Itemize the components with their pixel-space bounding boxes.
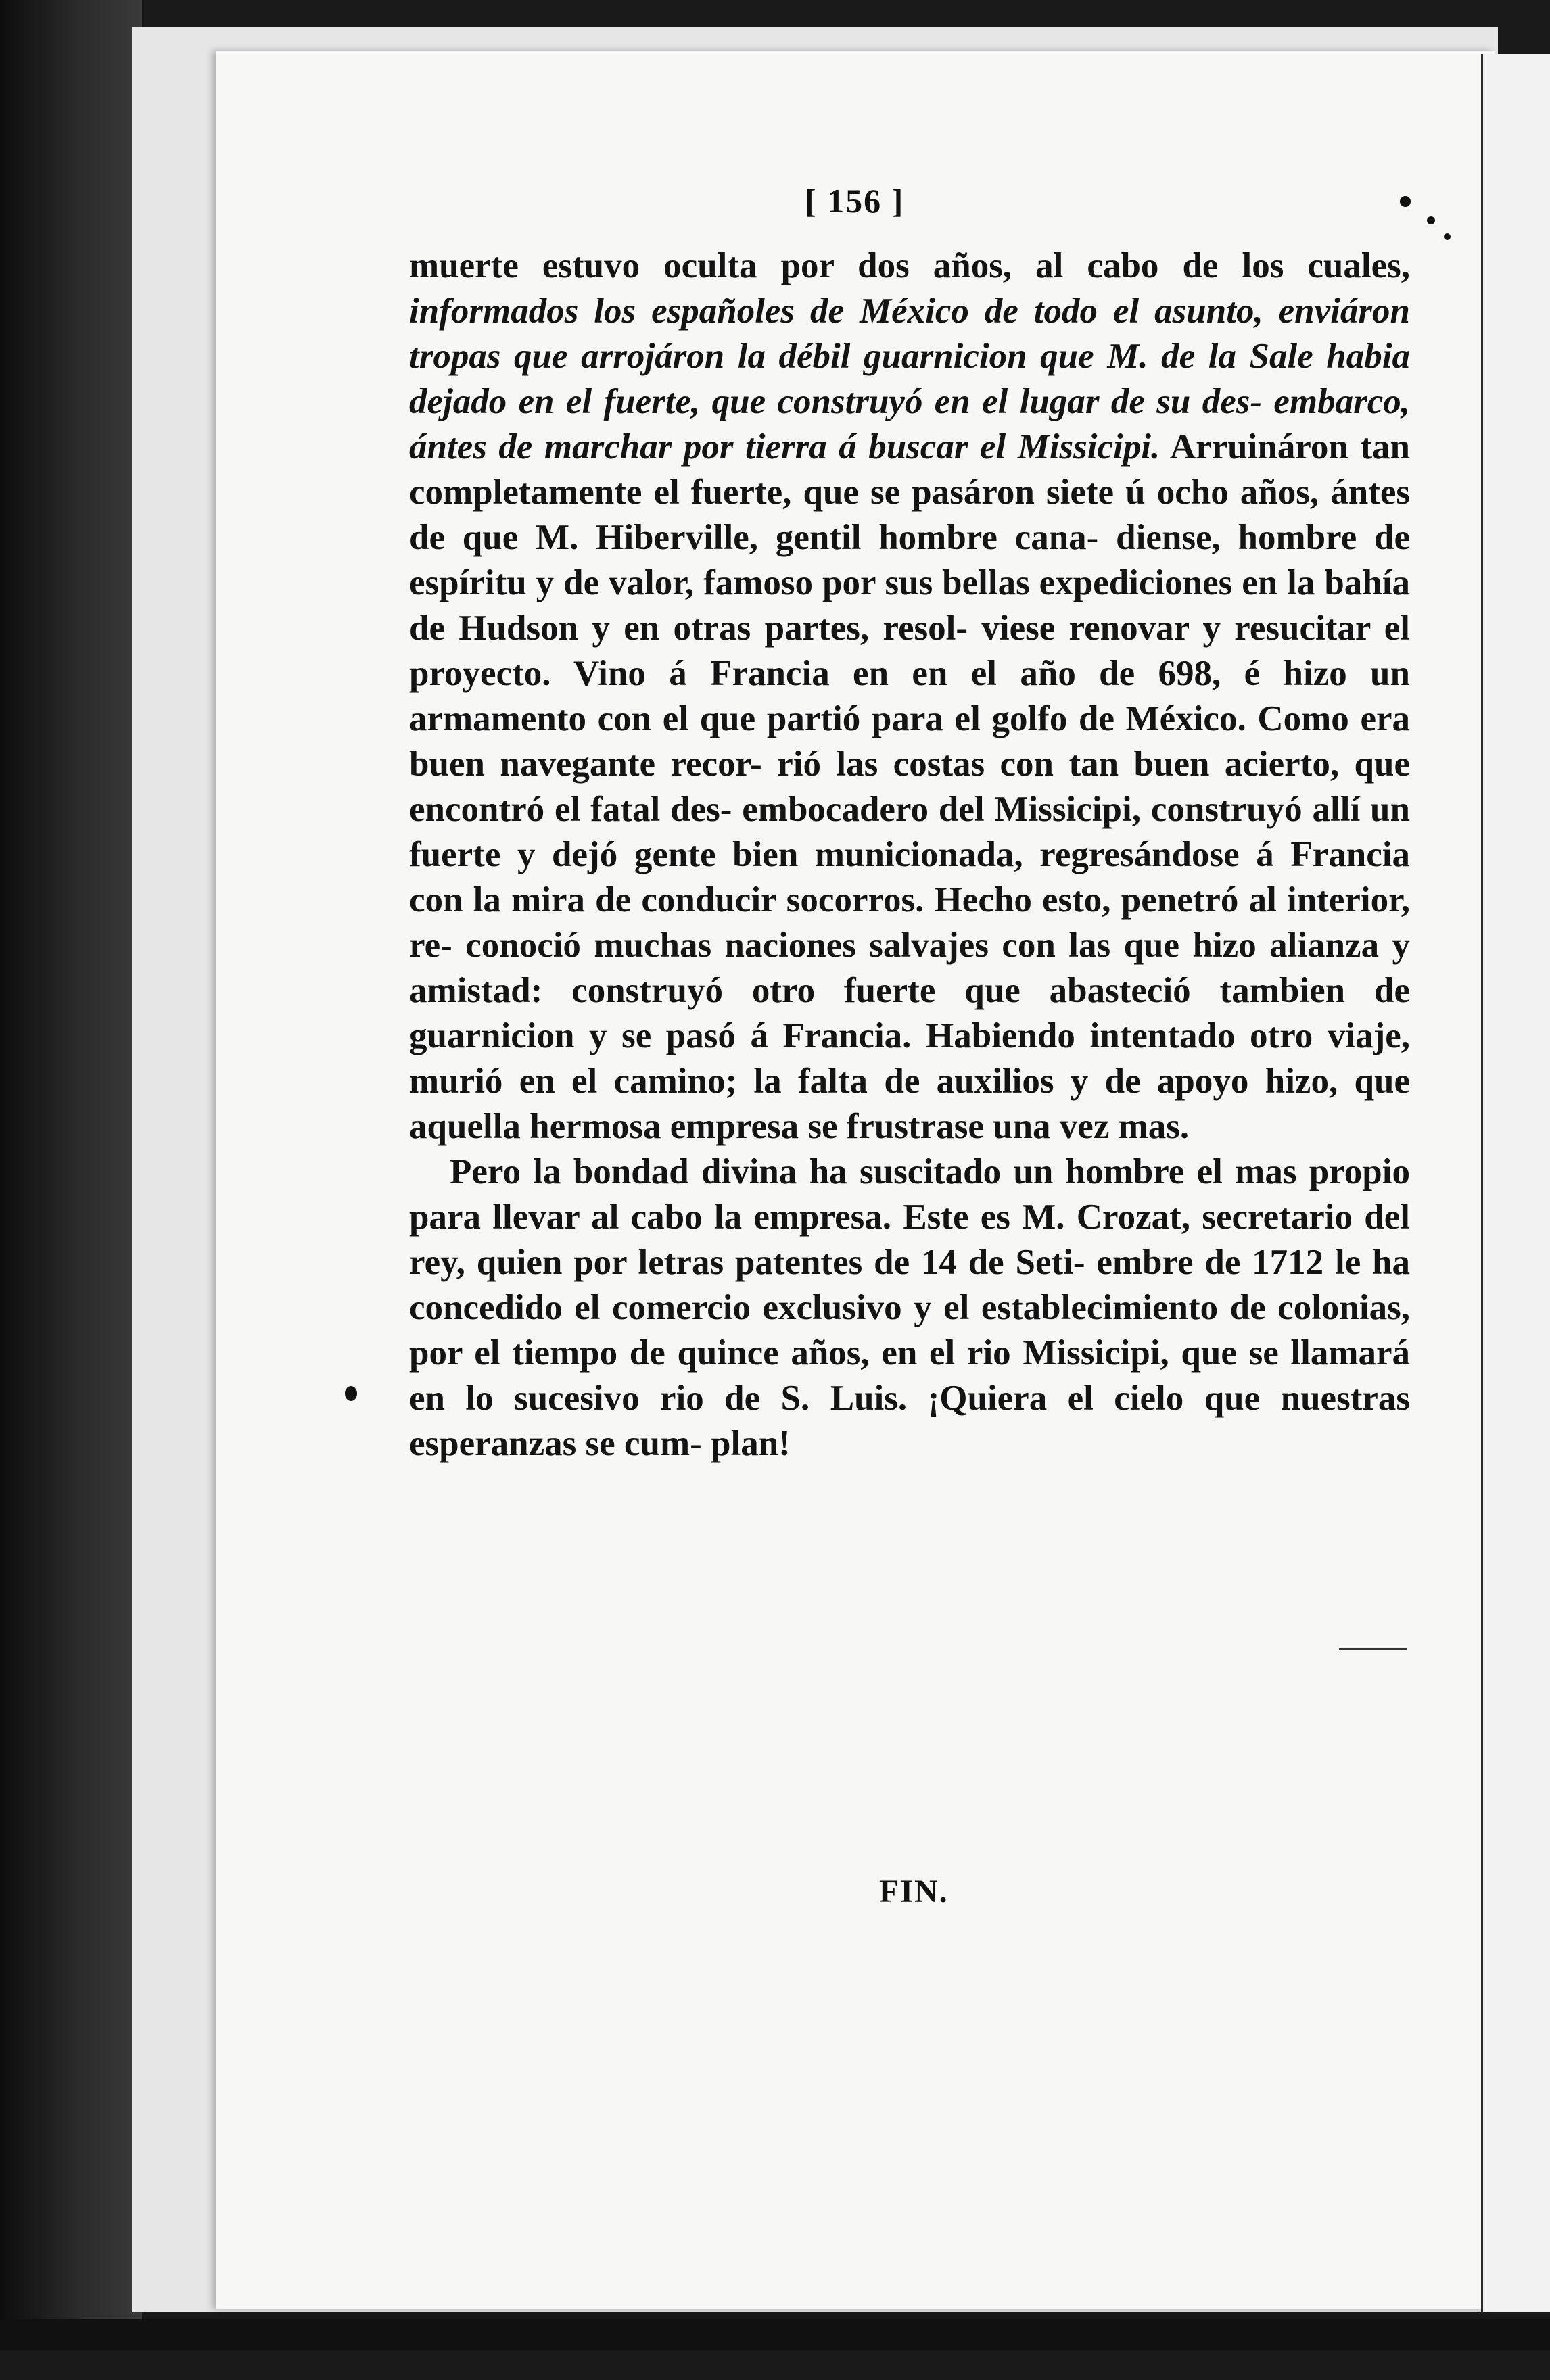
text-line: guarnicion y se pasó á Francia. Habiendo intentado otro xyxy=(409,1016,1313,1055)
text-line: en el rio Missicipi, que se llamará en lo sucesivo rio de xyxy=(409,1333,1411,1418)
text-line: expediciones en la bahía de Hudson y en otras partes, resol- xyxy=(409,563,1410,648)
closing-word: FIN. xyxy=(879,1874,949,1909)
text-line: habia dejado en el fuerte, que construyó en el lugar de su des- xyxy=(409,337,1410,421)
text-line: plan! xyxy=(711,1424,791,1463)
ink-speck xyxy=(1444,233,1451,240)
next-page-edge xyxy=(1481,54,1550,2312)
text-line: Pero la bondad divina ha suscitado un hombre el mas xyxy=(450,1152,1297,1191)
ink-speck xyxy=(345,1386,357,1401)
text-line: informados los españoles de México de todo el asunto, enviáron xyxy=(409,291,1410,331)
end-rule xyxy=(1339,1648,1407,1650)
text-line: para el golfo de México. Como era buen navegante recor- xyxy=(409,699,1410,784)
text-line: embocadero del Missicipi, construyó allí un fuerte y dejó xyxy=(409,790,1411,874)
ink-speck xyxy=(1400,196,1411,207)
text-line: gente bien municionada, regresándose á Francia con la mira xyxy=(409,835,1411,920)
text-line: muerte estuvo oculta por dos años, al cabo de los cuales, xyxy=(409,246,1410,285)
page-number: [ 156 ] xyxy=(805,182,905,220)
text-line: viaje, murió en el camino; la falta de auxilios y de apoyo xyxy=(409,1016,1410,1101)
text-line: propio para llevar al cabo la empresa. Este es M. Crozat, xyxy=(409,1152,1411,1237)
text-line: embarco, ántes de marchar por tierra á buscar el Missicipi. xyxy=(409,382,1411,467)
text-line: establecimiento de colonias, por el tiempo de quince años, xyxy=(409,1288,1411,1373)
text-line: conoció muchas naciones salvajes con las que hizo alianza y xyxy=(465,926,1411,965)
paragraph xyxy=(409,1149,1410,1467)
text-line: viese renovar y resucitar el proyecto. Vino á Francia en xyxy=(409,609,1411,693)
text-line: tropas que arrojáron la débil guarnicion que M. de la Sale xyxy=(409,337,1313,376)
text-line: rió las costas con tan buen acierto, que encontró el fatal des- xyxy=(409,744,1410,829)
body-text xyxy=(409,243,1410,1467)
text-line: ú ocho años, ántes de que M. Hiberville, gentil hombre cana- xyxy=(409,473,1410,557)
text-line: de conducir socorros. Hecho esto, penetró al interior, re- xyxy=(409,880,1411,965)
text-line: hizo, que aquella hermosa empresa se frustrase una vez xyxy=(409,1062,1411,1146)
text-line: secretario del rey, quien por letras patentes de 14 de Seti- xyxy=(409,1197,1411,1282)
text-line: embre de 1712 le ha concedido el comercio exclusivo y el xyxy=(409,1243,1411,1327)
text-line: S. Luis. ¡Quiera el cielo que nuestras esperanzas se cum- xyxy=(409,1379,1410,1463)
text-line: diense, hombre de espíritu y de valor, famoso por sus bellas xyxy=(409,518,1411,602)
text-line: amistad: construyó otro fuerte que abasteció tambien de xyxy=(409,971,1410,1010)
paragraph xyxy=(409,243,1410,1149)
text-line: mas. xyxy=(1118,1107,1190,1146)
ink-speck xyxy=(1427,216,1435,224)
text-line: en el año de 698, é hizo un armamento con el que partió xyxy=(409,654,1410,738)
book-binding xyxy=(0,0,142,2350)
text-line: Arruináron tan completamente el fuerte, que se pasáron siete xyxy=(409,427,1410,512)
scan-bottom-border xyxy=(0,2319,1550,2350)
